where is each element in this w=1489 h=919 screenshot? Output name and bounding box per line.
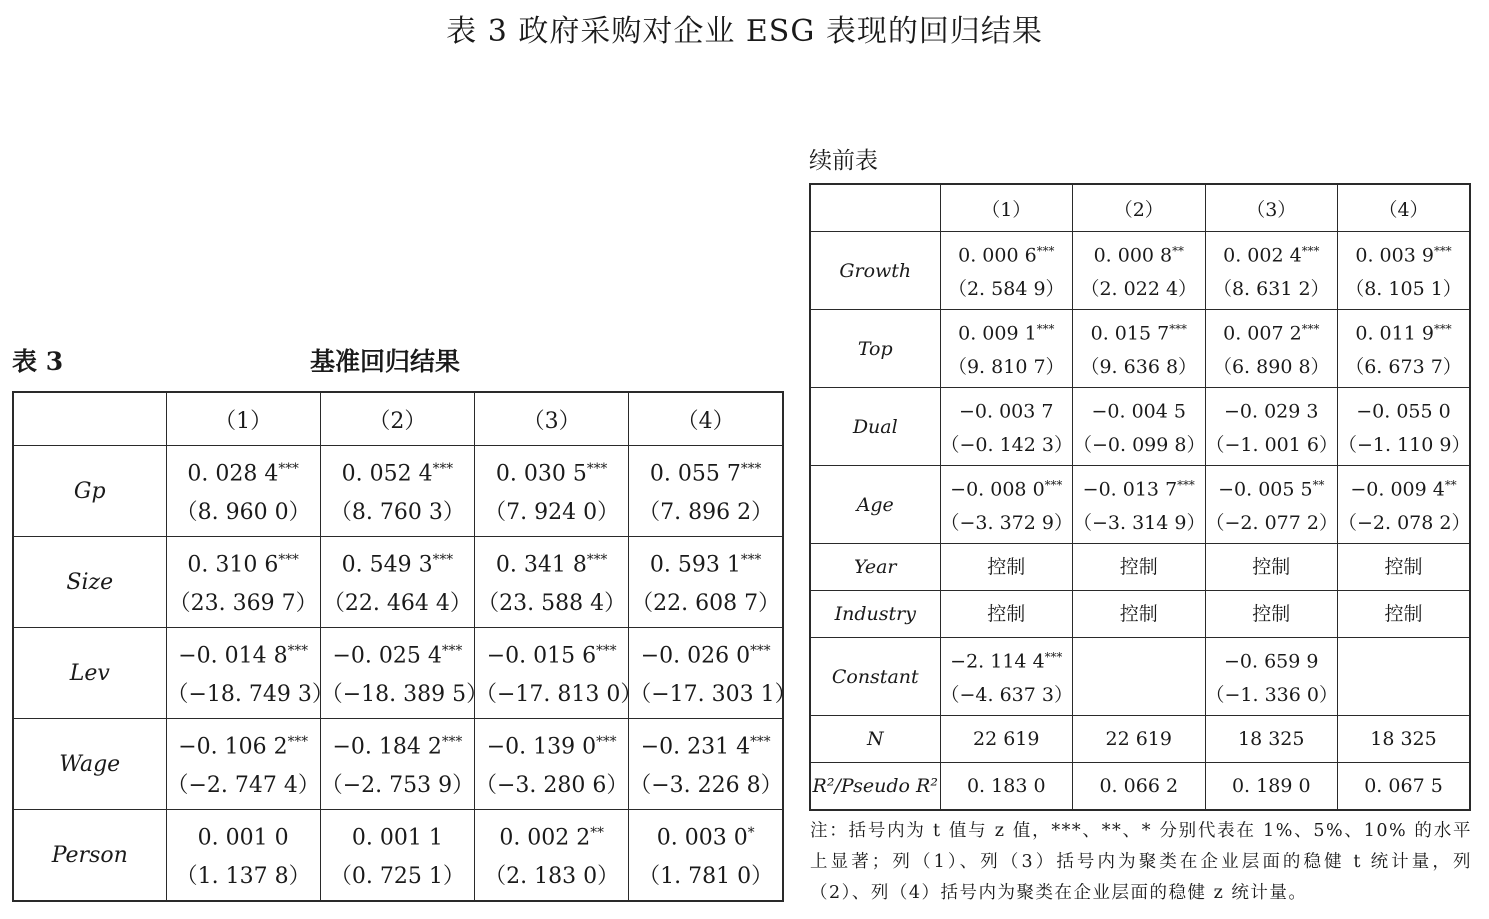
coefficient-cell: [166, 719, 320, 810]
coefficient-value: 0. 341 8: [495, 552, 587, 578]
coefficient-value: 0. 000 8: [1093, 244, 1173, 267]
coefficient-value: −0. 029 3: [1224, 400, 1319, 423]
table-row: [810, 763, 1470, 811]
test-statistic: （0. 725 1）: [329, 863, 465, 889]
test-statistic: （−17. 813 0）: [475, 681, 643, 707]
coefficient-value: −0. 106 2: [178, 734, 288, 760]
test-statistic: （−18. 389 5）: [320, 681, 489, 707]
significance-stars: ***: [1433, 322, 1452, 337]
left-table-label: 表 3: [12, 347, 64, 376]
coefficient-line: [475, 814, 628, 858]
significance-stars: ***: [596, 643, 617, 660]
coefficient-line: [321, 450, 474, 494]
coefficient-line: [941, 469, 1073, 506]
column-header: （2）: [1073, 184, 1206, 232]
value-cell: 22 619: [1073, 716, 1206, 763]
coefficient-line: [321, 632, 474, 676]
significance-stars: ***: [432, 461, 454, 478]
row-variable-name: R²/Pseudo R²: [810, 763, 940, 811]
significance-stars: ***: [287, 734, 309, 751]
coefficient-value: 0. 002 4: [1223, 244, 1302, 267]
coefficient-cell: [1338, 310, 1471, 388]
significance-stars: ***: [586, 461, 608, 478]
coefficient-cell: [1205, 638, 1338, 716]
coefficient-value: −0. 008 0: [950, 478, 1045, 501]
test-statistic: （−18. 749 3）: [166, 681, 334, 707]
coefficient-line: [1206, 391, 1338, 428]
coefficient-cell: [629, 810, 783, 902]
coefficient-line: [1073, 391, 1205, 428]
coefficient-line: [1338, 469, 1469, 506]
table-row: [810, 388, 1470, 466]
header-row: [13, 392, 783, 446]
coefficient-cell: [940, 638, 1073, 716]
test-statistic: （−3. 280 6）: [475, 772, 629, 798]
coefficient-line: [629, 723, 782, 767]
significance-stars: *: [747, 825, 755, 842]
value-cell: 22 619: [940, 716, 1073, 763]
coefficient-cell: [629, 719, 783, 810]
coefficient-line: [1338, 313, 1469, 350]
significance-stars: ***: [441, 734, 463, 751]
significance-stars: **: [1312, 478, 1325, 493]
coefficient-cell: [320, 719, 474, 810]
coefficient-value: −0. 014 8: [178, 643, 288, 669]
test-statistic: （8. 760 3）: [329, 499, 465, 525]
row-variable-name: Age: [810, 466, 940, 544]
coefficient-value: −0. 026 0: [640, 643, 751, 669]
value-cell: 0. 189 0: [1205, 763, 1338, 811]
coefficient-line: [1073, 313, 1205, 350]
left-table-caption: 基准回归结果: [310, 347, 461, 376]
coefficient-cell: [320, 446, 474, 537]
test-statistic: （23. 369 7）: [168, 590, 318, 616]
significance-stars: ***: [1169, 322, 1187, 337]
test-statistic: （−1. 336 0）: [1205, 683, 1338, 706]
test-statistic: （9. 810 7）: [947, 355, 1065, 378]
value-cell: 控制: [1205, 591, 1338, 638]
table-row: [13, 537, 783, 628]
significance-stars: ***: [596, 734, 617, 751]
coefficient-line: [629, 632, 782, 676]
coefficient-line: [1206, 235, 1338, 272]
row-variable-name: N: [810, 716, 940, 763]
coefficient-line: [167, 814, 320, 858]
coefficient-value: −0. 004 5: [1091, 400, 1186, 423]
test-statistic: （8. 631 2）: [1212, 277, 1330, 300]
significance-stars: **: [1172, 244, 1184, 259]
table-row: [810, 232, 1470, 310]
significance-stars: ***: [432, 552, 454, 569]
coefficient-cell: [1205, 310, 1338, 388]
coefficient-value: −0. 139 0: [486, 734, 597, 760]
coefficient-value: 0. 052 4: [341, 461, 433, 487]
coefficient-cell: [1205, 388, 1338, 466]
test-statistic: （−0. 099 8）: [1073, 433, 1206, 456]
coefficient-cell: [166, 446, 320, 537]
significance-stars: ***: [1301, 244, 1320, 259]
significance-stars: ***: [1177, 478, 1195, 493]
coefficient-line: [1206, 641, 1338, 678]
coefficient-value: 0. 015 7: [1090, 322, 1170, 345]
coefficient-cell: [940, 388, 1073, 466]
test-statistic: （8. 105 1）: [1345, 277, 1462, 300]
significance-stars: ***: [278, 552, 299, 569]
coefficient-value: −0. 025 4: [332, 643, 442, 669]
value-cell: 控制: [940, 544, 1073, 591]
test-statistic: （9. 636 8）: [1080, 355, 1198, 378]
significance-stars: **: [1444, 478, 1457, 493]
coefficient-line: [1338, 235, 1469, 272]
coefficient-cell: [1073, 466, 1206, 544]
row-variable-name: Wage: [13, 719, 166, 810]
coefficient-line: [167, 723, 320, 767]
test-statistic: （2. 584 9）: [947, 277, 1065, 300]
coefficient-cell: [1073, 232, 1206, 310]
value-cell: 18 325: [1205, 716, 1338, 763]
coefficient-line: [629, 541, 782, 585]
coefficient-value: 0. 003 9: [1355, 244, 1434, 267]
row-variable-name: Growth: [810, 232, 940, 310]
coefficient-value: 0. 000 6: [958, 244, 1037, 267]
column-header: （2）: [320, 392, 474, 446]
coefficient-line: [321, 723, 474, 767]
coefficient-value: −0. 055 0: [1356, 400, 1451, 423]
significance-stars: ***: [1433, 244, 1452, 259]
row-variable-name: Gp: [13, 446, 166, 537]
coefficient-value: 0. 011 9: [1355, 322, 1434, 345]
significance-stars: ***: [278, 461, 299, 478]
coefficient-line: [1206, 313, 1338, 350]
header-row: [810, 184, 1470, 232]
significance-stars: ***: [586, 552, 608, 569]
test-statistic: （22. 464 4）: [322, 590, 472, 616]
column-header: （3）: [475, 392, 629, 446]
coefficient-line: [475, 541, 628, 585]
test-statistic: （−2. 078 2）: [1338, 511, 1471, 534]
coefficient-cell: [940, 466, 1073, 544]
coefficient-cell: [629, 446, 783, 537]
column-header: （4）: [629, 392, 783, 446]
test-statistic: （1. 137 8）: [175, 863, 311, 889]
coefficient-value: 0. 003 0: [656, 825, 748, 851]
significance-stars: **: [590, 825, 604, 842]
test-statistic: （7. 896 2）: [638, 499, 774, 525]
coefficient-value: 0. 055 7: [649, 461, 741, 487]
row-variable-name: Constant: [810, 638, 940, 716]
table-row: [13, 446, 783, 537]
test-statistic: （−2. 077 2）: [1205, 511, 1338, 534]
significance-stars: ***: [1036, 244, 1055, 259]
coefficient-line: [629, 450, 782, 494]
value-cell: 0. 066 2: [1073, 763, 1206, 811]
table-row: [13, 628, 783, 719]
coefficient-value: 0. 030 5: [495, 461, 587, 487]
value-cell: 控制: [1338, 544, 1471, 591]
coefficient-line: [167, 450, 320, 494]
header-corner-cell: [13, 392, 166, 446]
significance-stars: ***: [1044, 650, 1063, 665]
column-header: （3）: [1205, 184, 1338, 232]
value-cell: 控制: [1205, 544, 1338, 591]
row-variable-name: Industry: [810, 591, 940, 638]
column-header: （1）: [166, 392, 320, 446]
test-statistic: （2. 183 0）: [484, 863, 620, 889]
coefficient-line: [1338, 391, 1469, 428]
value-cell: 0. 067 5: [1338, 763, 1471, 811]
coefficient-cell: [475, 446, 629, 537]
test-statistic: （−0. 142 3）: [940, 433, 1073, 456]
coefficient-cell: [475, 719, 629, 810]
coefficient-cell: [629, 537, 783, 628]
significance-stars: ***: [750, 734, 771, 751]
coefficient-cell: [1205, 232, 1338, 310]
coefficient-cell: [940, 310, 1073, 388]
significance-stars: ***: [1044, 478, 1063, 493]
test-statistic: （−3. 226 8）: [629, 772, 783, 798]
test-statistic: （22. 608 7）: [631, 590, 781, 616]
significance-stars: ***: [287, 643, 309, 660]
coefficient-cell: [629, 628, 797, 719]
test-statistic: （−2. 747 4）: [166, 772, 320, 798]
coefficient-value: −0. 184 2: [332, 734, 442, 760]
coefficient-value: 0. 310 6: [187, 552, 279, 578]
test-statistic: （6. 673 7）: [1345, 355, 1462, 378]
coefficient-cell: [1073, 388, 1206, 466]
row-variable-name: Dual: [810, 388, 940, 466]
coefficient-cell: [320, 537, 474, 628]
value-cell: 18 325: [1338, 716, 1471, 763]
coefficient-value: 0. 549 3: [341, 552, 433, 578]
test-statistic: （8. 960 0）: [175, 499, 311, 525]
test-statistic: （−4. 637 3）: [940, 683, 1073, 706]
coefficient-line: [629, 814, 782, 858]
table-row: [13, 719, 783, 810]
document-title: 表 3 政府采购对企业 ESG 表现的回归结果: [446, 14, 1043, 49]
coefficient-line: [941, 235, 1073, 272]
value-cell: 控制: [940, 591, 1073, 638]
coefficient-value: 0. 007 2: [1223, 322, 1302, 345]
table-row: [810, 310, 1470, 388]
significance-stars: ***: [750, 643, 771, 660]
coefficient-value: −0. 015 6: [486, 643, 597, 669]
regression-table-baseline: [12, 391, 797, 902]
table-note: 注：括号内为 t 值与 z 值，***、**、* 分别代表在 1%、5%、10% 的水平上显著；列（1）、列（3）括号内为聚类在企业层面的稳健 t 统计量，列（2）、列（4）括号内为聚类在企业层面的稳健 z 统计量。: [810, 821, 1472, 903]
coefficient-cell: [940, 232, 1073, 310]
coefficient-line: [941, 641, 1073, 678]
coefficient-line: [321, 541, 474, 585]
significance-stars: ***: [740, 461, 762, 478]
test-statistic: （−3. 372 9）: [940, 511, 1073, 534]
significance-stars: ***: [1301, 322, 1320, 337]
coefficient-cell: [475, 537, 629, 628]
significance-stars: ***: [441, 643, 463, 660]
test-statistic: （1. 781 0）: [638, 863, 774, 889]
right-table-label: 续前表: [809, 148, 878, 174]
coefficient-value: 0. 028 4: [187, 461, 279, 487]
coefficient-cell: [475, 628, 643, 719]
value-cell: 控制: [1338, 591, 1471, 638]
table-row: [810, 638, 1470, 716]
row-variable-name: Size: [13, 537, 166, 628]
coefficient-line: [941, 391, 1073, 428]
row-variable-name: Lev: [13, 628, 166, 719]
coefficient-cell: [1073, 638, 1206, 716]
coefficient-value: −2. 114 4: [950, 650, 1045, 673]
coefficient-line: [321, 814, 474, 858]
table-row: [810, 466, 1470, 544]
coefficient-line: [475, 450, 628, 494]
value-cell: 控制: [1073, 591, 1206, 638]
coefficient-line: [475, 723, 628, 767]
column-header: （1）: [940, 184, 1073, 232]
test-statistic: （−2. 753 9）: [320, 772, 475, 798]
coefficient-cell: [1073, 310, 1206, 388]
coefficient-line: [167, 541, 320, 585]
coefficient-cell: [166, 810, 320, 902]
coefficient-line: [1073, 469, 1205, 506]
test-statistic: （−1. 001 6）: [1205, 433, 1338, 456]
test-statistic: （6. 890 8）: [1212, 355, 1330, 378]
test-statistic: （7. 924 0）: [484, 499, 620, 525]
regression-table-continued: [809, 183, 1471, 811]
coefficient-cell: [1338, 638, 1471, 716]
test-statistic: （−17. 303 1）: [629, 681, 797, 707]
table-row: [810, 716, 1470, 763]
coefficient-cell: [1205, 466, 1338, 544]
coefficient-cell: [320, 810, 474, 902]
coefficient-cell: [1338, 388, 1471, 466]
coefficient-line: [941, 313, 1073, 350]
coefficient-value: 0. 001 0: [197, 825, 289, 851]
coefficient-line: [167, 632, 320, 676]
table-row: [810, 591, 1470, 638]
coefficient-value: −0. 005 5: [1218, 478, 1313, 501]
coefficient-value: 0. 009 1: [958, 322, 1037, 345]
coefficient-line: [1206, 469, 1338, 506]
coefficient-cell: [1338, 232, 1471, 310]
coefficient-value: 0. 002 2: [499, 825, 591, 851]
test-statistic: （2. 022 4）: [1080, 277, 1198, 300]
row-variable-name: Person: [13, 810, 166, 902]
test-statistic: （−3. 314 9）: [1073, 511, 1206, 534]
coefficient-cell: [320, 628, 489, 719]
coefficient-value: −0. 009 4: [1350, 478, 1445, 501]
coefficient-value: −0. 231 4: [640, 734, 751, 760]
significance-stars: ***: [1036, 322, 1055, 337]
coefficient-line: [1073, 235, 1205, 272]
coefficient-value: 0. 001 1: [351, 825, 443, 851]
table-row: [13, 810, 783, 902]
coefficient-cell: [166, 537, 320, 628]
table-row: [810, 544, 1470, 591]
value-cell: 0. 183 0: [940, 763, 1073, 811]
column-header: （4）: [1338, 184, 1471, 232]
coefficient-value: −0. 659 9: [1224, 650, 1319, 673]
value-cell: 控制: [1073, 544, 1206, 591]
header-corner-cell: [810, 184, 940, 232]
row-variable-name: Top: [810, 310, 940, 388]
test-statistic: （−1. 110 9）: [1338, 433, 1471, 456]
coefficient-cell: [1338, 466, 1471, 544]
test-statistic: （23. 588 4）: [477, 590, 627, 616]
coefficient-cell: [166, 628, 334, 719]
row-variable-name: Year: [810, 544, 940, 591]
coefficient-value: −0. 013 7: [1082, 478, 1178, 501]
coefficient-line: [475, 632, 628, 676]
significance-stars: ***: [740, 552, 762, 569]
coefficient-value: −0. 003 7: [959, 400, 1054, 423]
coefficient-value: 0. 593 1: [649, 552, 741, 578]
coefficient-cell: [475, 810, 629, 902]
